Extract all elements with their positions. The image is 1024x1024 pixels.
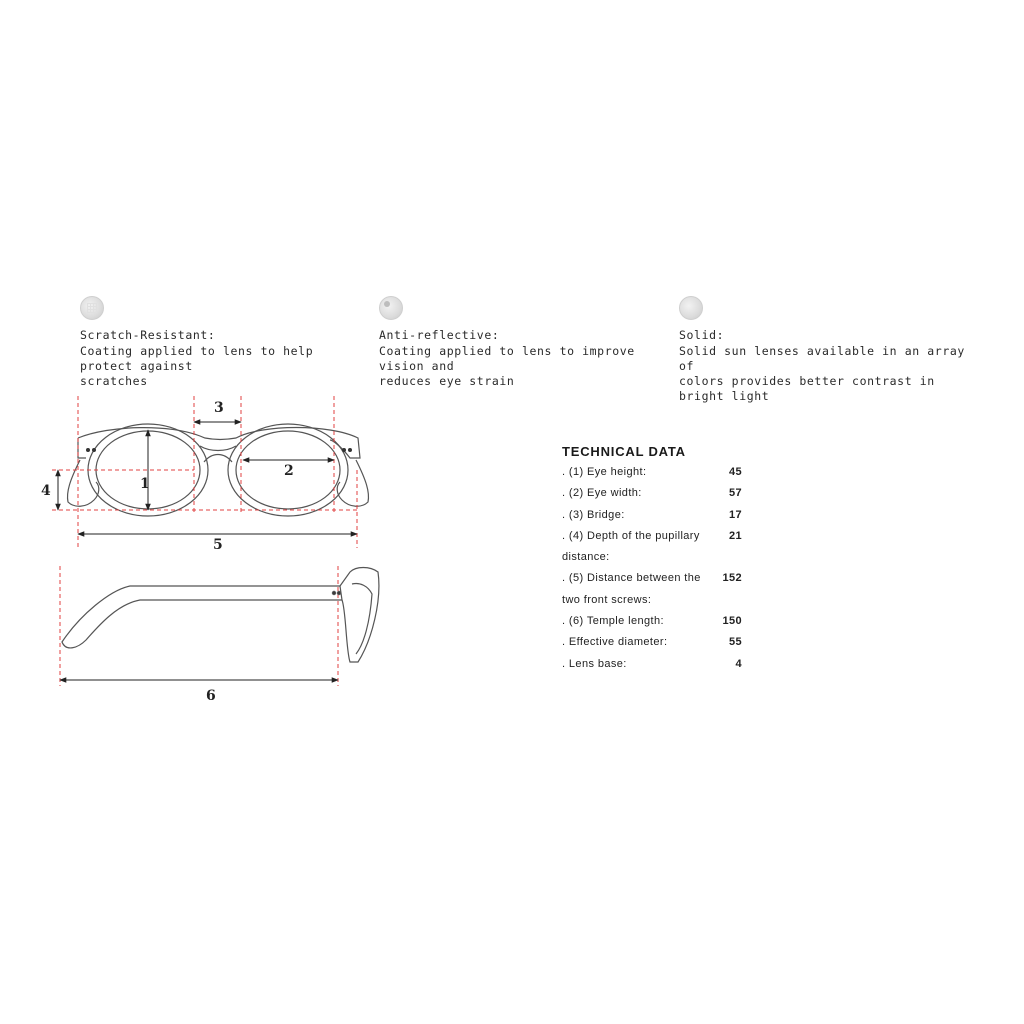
- feature-anti-reflective: [379, 296, 669, 389]
- technical-row-value: 17: [728, 508, 742, 521]
- front-view-frame: [68, 424, 369, 516]
- technical-row: [562, 654, 742, 675]
- measurement-arrows: [58, 422, 357, 680]
- technical-row-value: 4: [735, 657, 742, 670]
- feature-scratch-resistant: [80, 296, 370, 389]
- label-temple-length: 6: [206, 688, 216, 704]
- label-screw-distance: 5: [213, 537, 223, 553]
- feature-solid: [679, 296, 969, 404]
- feature-title: Solid:: [679, 328, 725, 342]
- solid-lens-icon: [679, 296, 703, 320]
- anti-reflective-lens-icon: [379, 296, 403, 320]
- technical-row-value: 150: [722, 615, 742, 628]
- technical-row: [562, 483, 742, 504]
- technical-row-label: . (2) Eye width:: [562, 487, 642, 500]
- technical-data-heading: TECHNICAL DATA: [562, 444, 686, 459]
- feature-description-line: Solid sun lenses available in an array of: [679, 344, 965, 373]
- label-bridge: 3: [214, 400, 224, 416]
- technical-row-label: . (5) Distance between the two front screws:: [562, 572, 701, 606]
- technical-row-label: . Effective diameter:: [562, 636, 668, 649]
- technical-row: [562, 568, 742, 611]
- technical-row-label: . (1) Eye height:: [562, 466, 647, 478]
- label-eye-width: 2: [284, 463, 294, 479]
- feature-title: Scratch-Resistant:: [80, 328, 216, 342]
- feature-description-line: reduces eye strain: [379, 374, 515, 388]
- technical-row-label: . Lens base:: [562, 657, 627, 670]
- glasses-measurement-diagram: [30, 390, 390, 710]
- technical-row-label: . (3) Bridge:: [562, 508, 625, 521]
- technical-row: [562, 632, 742, 653]
- feature-description-line: Coating applied to lens to improve vision and: [379, 344, 635, 373]
- scratch-resistant-lens-icon: [80, 296, 104, 320]
- technical-row-value: 45: [728, 466, 742, 478]
- technical-row-value: 55: [728, 636, 742, 649]
- technical-row: [562, 526, 742, 569]
- technical-data-panel: [562, 444, 742, 675]
- technical-row-value: 152: [722, 572, 742, 585]
- technical-row: [562, 505, 742, 526]
- technical-row-value: 57: [728, 487, 742, 500]
- feature-title: Anti-reflective:: [379, 328, 500, 342]
- technical-row-value: 21: [728, 529, 742, 542]
- technical-row-label: . (4) Depth of the pupillary distance:: [562, 529, 700, 564]
- technical-row: [562, 462, 742, 483]
- feature-description-line: Coating applied to lens to help protect against: [80, 344, 314, 373]
- technical-row-label: . (6) Temple length:: [562, 615, 664, 628]
- label-eye-height: 1: [140, 476, 150, 492]
- feature-description-line: scratches: [80, 374, 148, 388]
- measurement-guides: [52, 396, 357, 686]
- side-view-temple: [62, 568, 379, 663]
- label-pupillary-depth: 4: [41, 483, 51, 499]
- technical-row: [562, 611, 742, 632]
- feature-description-line: colors provides better contrast in bright light: [679, 374, 935, 403]
